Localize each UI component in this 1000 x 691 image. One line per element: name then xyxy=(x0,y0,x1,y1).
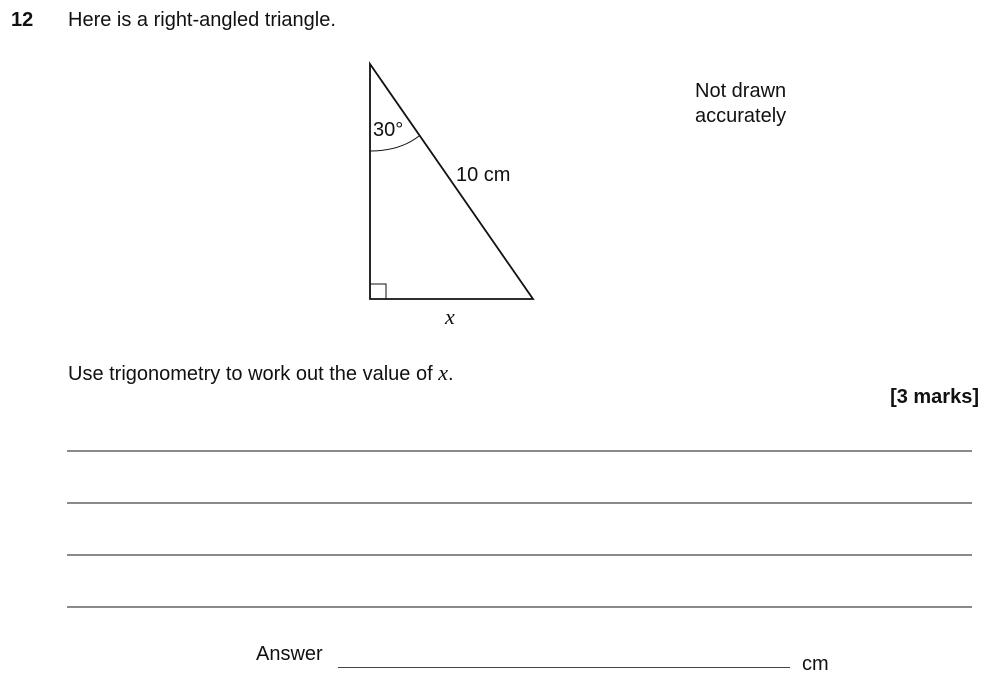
instruction-main: Use trigonometry to work out the value of xyxy=(68,363,439,385)
marks-label: [3 marks] xyxy=(890,386,979,408)
question-number: 12 xyxy=(11,9,34,31)
instruction-end: . xyxy=(447,363,454,385)
working-line[interactable] xyxy=(67,554,972,556)
question-text: Here is a right-angled triangle. xyxy=(68,9,336,31)
answer-unit: cm xyxy=(802,653,829,675)
instruction-text xyxy=(68,360,454,386)
answer-field[interactable] xyxy=(338,667,790,668)
note-line-1: Not drawn xyxy=(695,80,787,102)
answer-label: Answer xyxy=(256,643,323,665)
working-line[interactable] xyxy=(67,606,972,608)
working-line[interactable] xyxy=(67,502,972,504)
hypotenuse-label: 10 cm xyxy=(456,164,511,186)
working-line[interactable] xyxy=(67,450,972,452)
instruction-variable: x xyxy=(438,360,448,385)
note-line-2: accurately xyxy=(695,105,787,127)
angle-label: 30° xyxy=(373,119,404,141)
not-drawn-accurately-note xyxy=(695,79,835,129)
base-label: x xyxy=(445,304,455,329)
right-angle-marker xyxy=(370,284,386,299)
